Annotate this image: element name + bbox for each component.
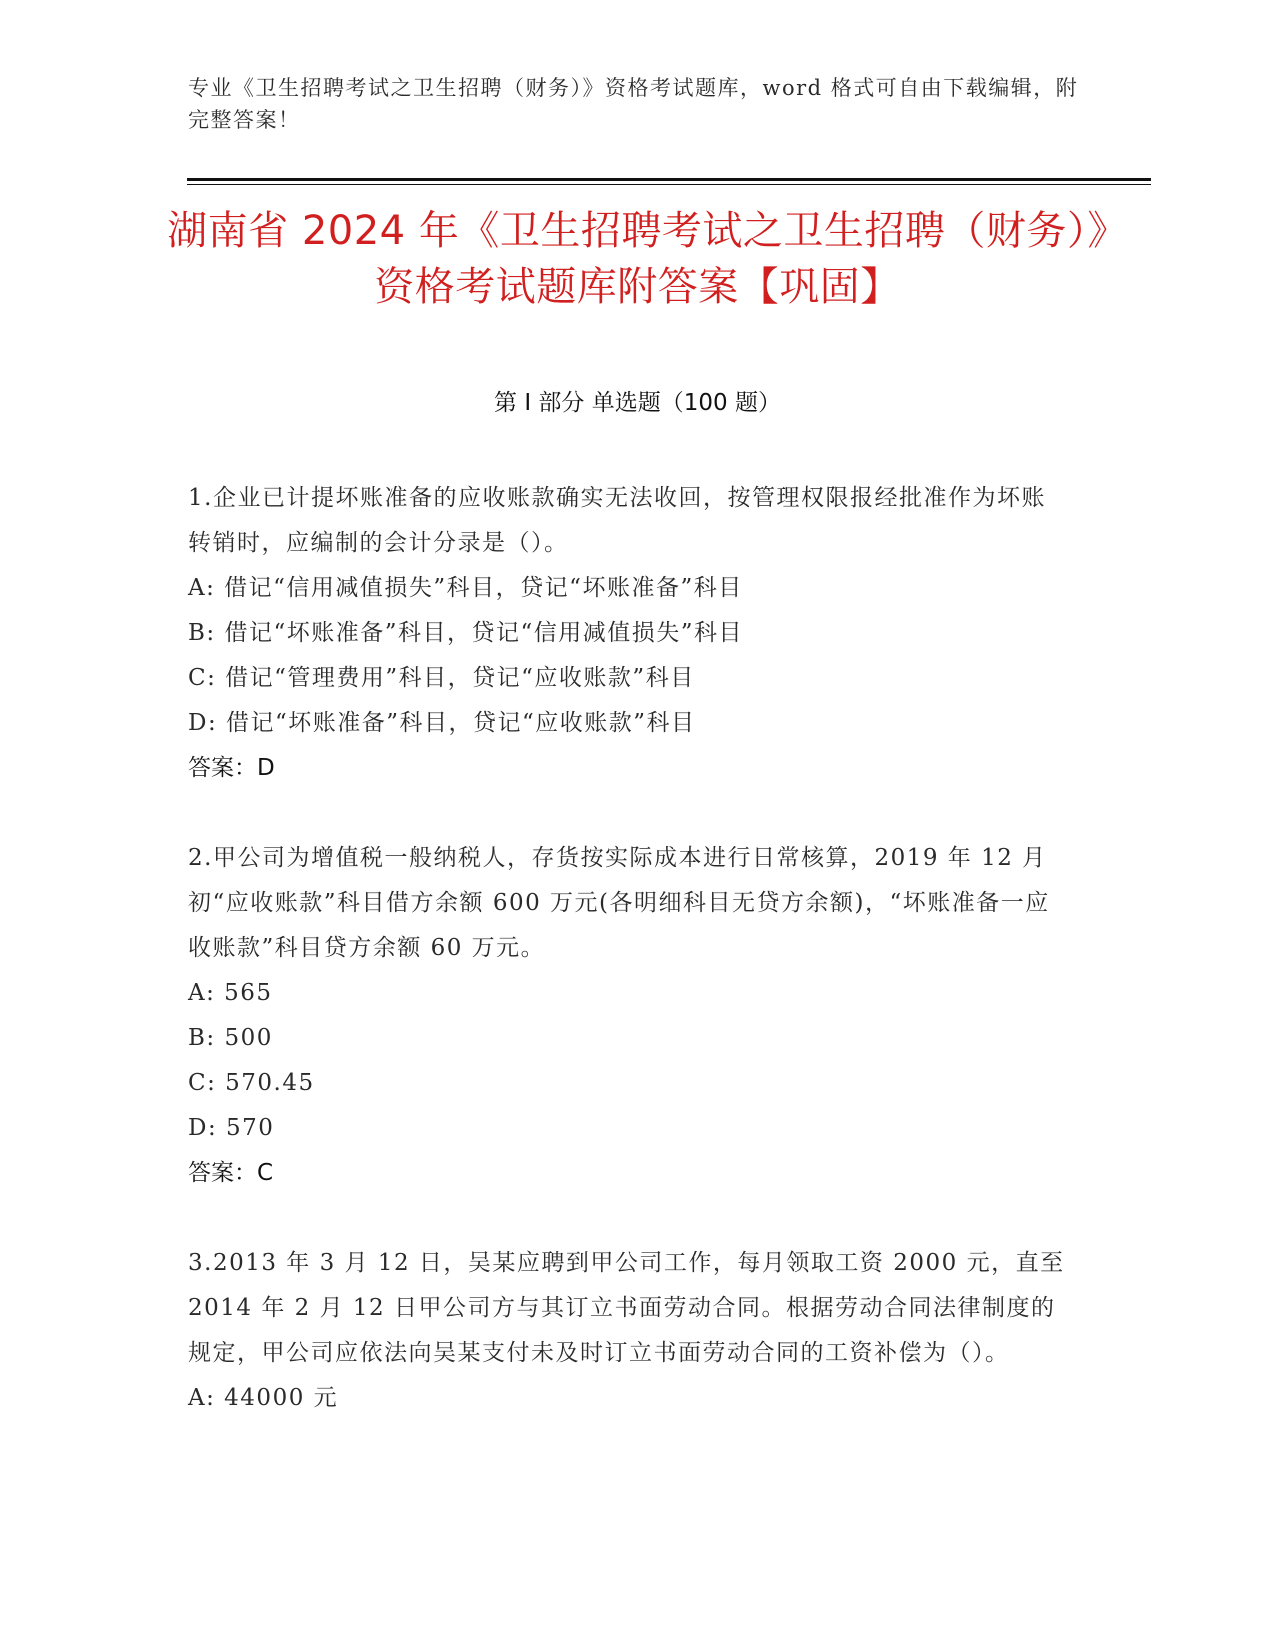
- question-stem: 2.甲公司为增值税一般纳税人，存货按实际成本进行日常核算，2019 年 12 月初“应收账款”科目借方余额 600 万元(各明细科目无贷方余额)，“坏账准备一应收账款”科目贷方余额 60 万元。: [188, 845, 1050, 961]
- option-a: A: 借记“信用减值损失”科目，贷记“坏账准备”科目: [188, 575, 743, 601]
- answer: 答案：C: [188, 1160, 274, 1186]
- option-b: B: 500: [188, 1025, 273, 1051]
- option-a: A: 565: [188, 980, 273, 1006]
- question-2: [188, 836, 1068, 1196]
- question-stem: 3.2013 年 3 月 12 日，吴某应聘到甲公司工作，每月领取工资 2000 元，直至 2014 年 2 月 12 日甲公司方与其订立书面劳动合同。根据劳动合同法律制度的规定，甲公司应依法向吴某支付未及时订立书面劳动合同的工资补偿为（）。: [188, 1250, 1065, 1366]
- option-a: A: 44000 元: [188, 1385, 339, 1411]
- section-heading: 第 I 部分 单选题（100 题）: [494, 390, 781, 416]
- answer: 答案：D: [188, 755, 275, 781]
- header-divider-thin: [187, 184, 1151, 185]
- question-stem: 1.企业已计提坏账准备的应收账款确实无法收回，按管理权限报经批准作为坏账转销时，应编制的会计分录是（）。: [188, 485, 1046, 556]
- option-c: C: 借记“管理费用”科目，贷记“应收账款”科目: [188, 665, 695, 691]
- document-title: 湖南省 2024 年《卫生招聘考试之卫生招聘（财务）》资格考试题库附答案【巩固】: [167, 208, 1108, 310]
- option-d: D: 570: [188, 1115, 275, 1141]
- question-3: [188, 1241, 1068, 1421]
- option-c: C: 570.45: [188, 1070, 315, 1096]
- question-1: [188, 476, 1068, 791]
- header-note: 专业《卫生招聘考试之卫生招聘（财务）》资格考试题库，word 格式可自由下载编辑，附完整答案！: [188, 76, 1079, 132]
- option-d: D: 借记“坏账准备”科目，贷记“应收账款”科目: [188, 710, 696, 736]
- option-b: B: 借记“坏账准备”科目，贷记“信用减值损失”科目: [188, 620, 743, 646]
- question-list: [188, 476, 1068, 1466]
- header-divider-thick: [187, 178, 1151, 181]
